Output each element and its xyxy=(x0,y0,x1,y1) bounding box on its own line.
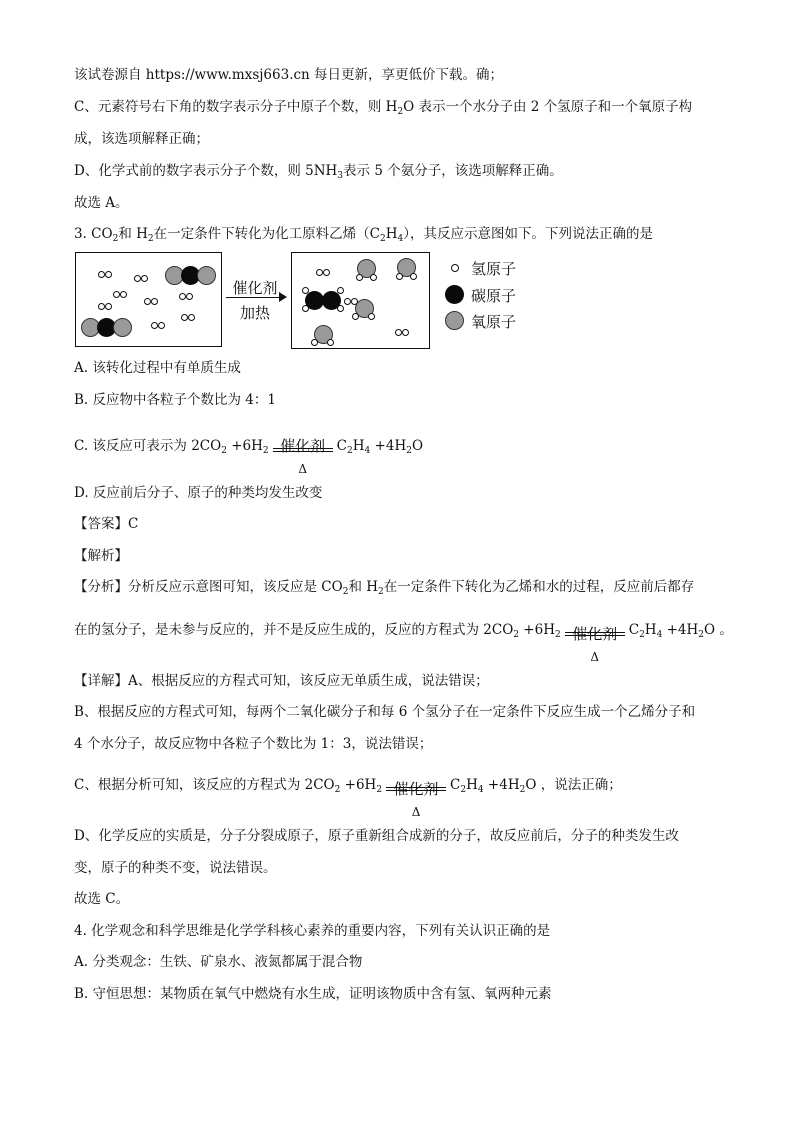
hydrogen-atom xyxy=(158,322,165,329)
hydrogen-atom xyxy=(144,298,151,305)
xiangjie-c: C、根据分析可知，该反应的方程式为 $2CO_2 +6H_2$ 催化剂 Δ $C_2H_4 +4H_2O$ ，说法正确； xyxy=(74,763,622,807)
hydrogen-atom xyxy=(410,273,417,280)
choose-a: 故选 A。 xyxy=(74,195,129,211)
hydrogen-atom xyxy=(316,269,323,276)
heat-label: 加热 xyxy=(239,304,270,322)
hydrogen-atom xyxy=(151,298,158,305)
hydrogen-atom xyxy=(186,293,193,300)
hydrogen-atom xyxy=(98,303,105,310)
answer-label: 【答案】C xyxy=(74,516,139,532)
hydrogen-atom xyxy=(352,313,359,320)
hydrogen-atom xyxy=(120,291,127,298)
header-source-note: 该试卷源自 https://www.mxsj663.cn 每日更新，享更低价下载。确； xyxy=(74,67,504,83)
hydrogen-atom xyxy=(368,313,375,320)
equation-arrow: 催化剂 Δ xyxy=(563,614,627,648)
hydrogen-atom xyxy=(402,329,409,336)
hydrogen-legend-label: 氢原子 xyxy=(471,260,517,278)
hydrogen-atom xyxy=(356,274,363,281)
hydrogen-atom xyxy=(98,271,105,278)
hydrogen-atom xyxy=(302,305,309,312)
c-item-line2: 成，该选项解释正确； xyxy=(74,131,209,147)
option-d: D. 反应前后分子、原子的种类均发生改变 xyxy=(74,485,323,501)
c-item-line1: C、元素符号右下角的数字表示分子中原子个数，则 $H_2O$ 表示一个水分子由 2 个氢原子和一个氧原子构 xyxy=(74,99,693,117)
xiangjie-b2: 4 个水分子，故反应物中各粒子个数比为 1：3，说法错误； xyxy=(74,736,433,752)
reactants-box xyxy=(75,252,222,347)
carbon-legend-icon xyxy=(445,285,464,304)
hydrogen-atom xyxy=(134,275,141,282)
hydrogen-legend-icon xyxy=(451,264,459,272)
hydrogen-atom xyxy=(179,293,186,300)
oxygen-atom xyxy=(113,318,132,337)
question-3-stem: 3. $CO_2$和 $H_2$在一定条件下转化为化工原料乙烯$(C_2H_4)$，其反应示意图如下。下列说法正确的是 xyxy=(74,226,653,244)
hydrogen-atom xyxy=(311,339,318,346)
analysis-label: 【解析】 xyxy=(74,548,128,564)
xiangjie-a: 【详解】A、根据反应的方程式可知，该反应无单质生成，说法错误； xyxy=(74,673,489,689)
fenxi-line2: 在的氢分子，是未参与反应的，并不是反应生成的，反应的方程式为 $2CO_2 +6H_2$ 催化剂 Δ $C_2H_4 +4H_2O$ 。 xyxy=(74,608,733,652)
hydrogen-atom xyxy=(323,269,330,276)
catalyst-label: 催化剂 xyxy=(232,279,278,297)
hydrogen-atom xyxy=(302,287,309,294)
hydrogen-atom xyxy=(395,329,402,336)
oxygen-legend-icon xyxy=(445,311,464,330)
fenxi-line1: 【分析】分析反应示意图可知，该反应是 $CO_2$和 $H_2$在一定条件下转化为乙烯和水的过程，反应前后都存 xyxy=(74,579,695,597)
hydrogen-atom xyxy=(188,314,195,321)
xiangjie-b1: B、根据反应的方程式可知，每两个二氧化碳分子和每 6 个氢分子在一定条件下反应生成一个乙烯分子和 xyxy=(74,704,696,720)
hydrogen-atom xyxy=(337,305,344,312)
xiangjie-d2: 变，原子的种类不变，说法错误。 xyxy=(74,860,277,876)
hydrogen-atom xyxy=(337,287,344,294)
products-box xyxy=(291,252,430,349)
hydrogen-atom xyxy=(105,271,112,278)
question-4-stem: 4. 化学观念和科学思维是化学学科核心素养的重要内容，下列有关认识正确的是 xyxy=(74,923,551,939)
option-c: C. 该反应可表示为 $2CO_2 +6H_2$ 催化剂 Δ $C_2H_4 +4H_2O$ xyxy=(74,428,423,464)
hydrogen-atom xyxy=(396,273,403,280)
oxygen-atom xyxy=(197,266,216,285)
hydrogen-atom xyxy=(181,314,188,321)
arrow-head-icon xyxy=(279,292,287,302)
question-4-option-b: B. 守恒思想：某物质在氧气中燃烧有水生成，证明该物质中含有氢、氧两种元素 xyxy=(74,986,552,1002)
hydrogen-atom xyxy=(344,298,351,305)
hydrogen-atom xyxy=(370,274,377,281)
hydrogen-atom xyxy=(105,303,112,310)
hydrogen-atom xyxy=(151,322,158,329)
equation-arrow: 催化剂 Δ xyxy=(384,769,448,803)
choose-c: 故选 C。 xyxy=(74,891,130,907)
hydrogen-atom xyxy=(327,339,334,346)
question-4-option-a: A. 分类观念：生铁、矿泉水、液氮都属于混合物 xyxy=(74,954,363,970)
option-a: A. 该转化过程中有单质生成 xyxy=(74,360,241,376)
equation-arrow: 催化剂 Δ xyxy=(271,430,335,464)
option-b: B. 反应物中各粒子个数比为 4：1 xyxy=(74,392,276,408)
xiangjie-d1: D、化学反应的实质是，分子分裂成原子，原子重新组合成新的分子，故反应前后，分子的种类发生改 xyxy=(74,828,679,844)
oxygen-legend-label: 氧原子 xyxy=(471,313,517,331)
hydrogen-atom xyxy=(113,291,120,298)
carbon-legend-label: 碳原子 xyxy=(471,287,517,305)
arrow-shaft xyxy=(226,297,284,298)
hydrogen-atom xyxy=(141,275,148,282)
d-item-line: D、化学式前的数字表示分子个数，则 $5NH_3$表示 5 个氨分子，该选项解释正确。 xyxy=(74,163,563,181)
